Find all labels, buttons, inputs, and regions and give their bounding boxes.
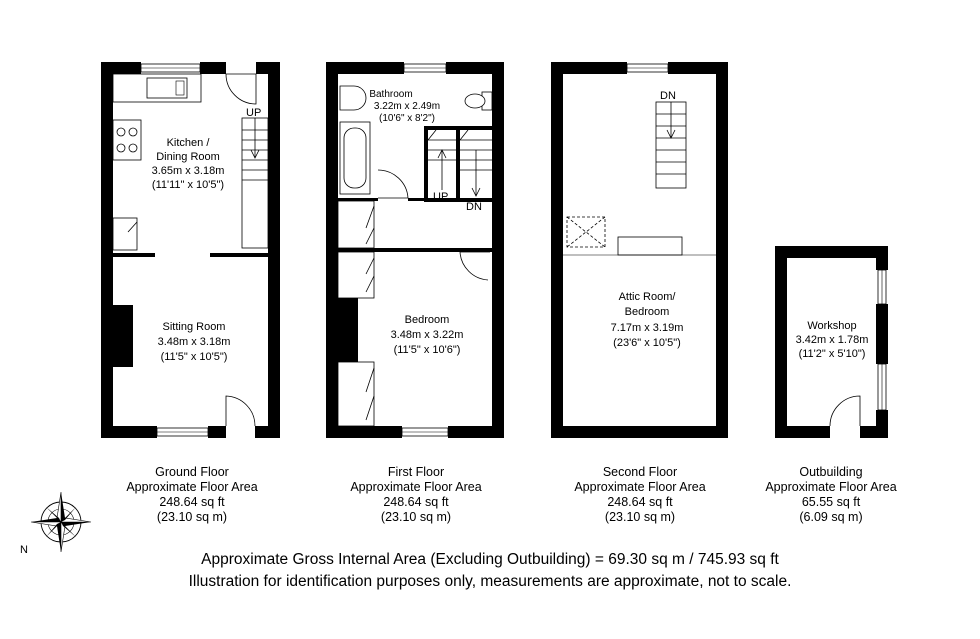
first-wall-right bbox=[492, 62, 504, 438]
second-wall-bottom bbox=[551, 426, 728, 438]
second-floor-plan bbox=[551, 62, 728, 438]
ground-internal-wall-right bbox=[210, 253, 268, 257]
first-floor-caption bbox=[316, 465, 516, 525]
first-door-bedroom bbox=[460, 252, 490, 280]
second-floor-name: Second Floor bbox=[602, 465, 678, 479]
first-floor-name: First Floor bbox=[387, 465, 445, 479]
second-stair-down-label: DN bbox=[660, 90, 676, 102]
sitting-room-metric: 3.48m x 3.18m bbox=[157, 336, 231, 348]
ground-cupboard bbox=[113, 218, 137, 250]
disclaimer-footer: Illustration for identification purposes only, measurements are approximate, not to scale. bbox=[188, 573, 792, 590]
second-staircase bbox=[656, 102, 686, 188]
basin-icon bbox=[340, 86, 366, 110]
ground-wall-bottom-right bbox=[255, 426, 280, 438]
outbuilding-wall-top bbox=[775, 246, 888, 258]
sitting-room-imperial: (11'5" x 10'5") bbox=[160, 351, 228, 363]
second-floor-sqm: (23.10 sq m) bbox=[604, 510, 676, 524]
bedroom-imperial: (11'5" x 10'6") bbox=[393, 344, 461, 356]
ground-wall-left bbox=[101, 62, 113, 438]
kitchen-metric: 3.65m x 3.18m bbox=[151, 165, 225, 177]
outbuilding-sqft: 65.55 sq ft bbox=[801, 495, 861, 509]
kitchen-name-2: Dining Room bbox=[156, 151, 220, 163]
ground-floor-plan bbox=[101, 62, 280, 438]
second-dormer-ledge bbox=[618, 237, 682, 255]
ground-floor-name: Ground Floor bbox=[155, 465, 229, 479]
ground-wall-bottom-left bbox=[101, 426, 157, 438]
first-chimney-breast bbox=[338, 298, 358, 362]
first-door-bathroom bbox=[378, 170, 408, 198]
ground-wall-bottom-mid bbox=[208, 426, 226, 438]
ground-floor-caption bbox=[92, 465, 292, 525]
first-cupboard-bottom bbox=[338, 362, 374, 426]
workshop-metric: 3.42m x 1.78m bbox=[795, 334, 869, 346]
bathroom-name: Bathroom bbox=[369, 89, 413, 100]
ground-floor-sqm: (23.10 sq m) bbox=[156, 510, 228, 524]
outbuilding-wall-bottom-left bbox=[775, 426, 830, 438]
ground-wall-right bbox=[268, 62, 280, 438]
first-internal-wall bbox=[338, 248, 492, 252]
ground-chimney-breast bbox=[113, 305, 133, 367]
ground-door-front bbox=[226, 396, 255, 426]
outbuilding-caption bbox=[731, 465, 931, 525]
outbuilding-door bbox=[830, 396, 860, 426]
workshop-imperial: (11'2" x 5'10") bbox=[798, 348, 866, 360]
attic-imperial: (23'6" x 10'5") bbox=[613, 337, 681, 349]
hob-counter bbox=[113, 120, 141, 160]
ground-wall-top-mid bbox=[200, 62, 226, 74]
first-wall-bottom-right bbox=[448, 426, 504, 438]
first-cupboard-mid bbox=[338, 252, 374, 298]
outbuilding-area-label: Approximate Floor Area bbox=[765, 480, 897, 494]
bathroom-imperial: (10'6" x 8'2") bbox=[379, 113, 435, 124]
ground-internal-wall-left bbox=[113, 253, 155, 257]
sitting-room-name: Sitting Room bbox=[162, 321, 226, 333]
outbuilding-wall-left bbox=[775, 246, 787, 438]
outbuilding-name: Outbuilding bbox=[799, 465, 863, 479]
skylight-icon bbox=[567, 217, 605, 247]
bathroom-metric: 3.22m x 2.49m bbox=[373, 101, 441, 112]
second-floor-area-label: Approximate Floor Area bbox=[574, 480, 706, 494]
first-floor-sqft: 248.64 sq ft bbox=[383, 495, 449, 509]
attic-metric: 7.17m x 3.19m bbox=[610, 322, 684, 334]
second-floor-caption bbox=[540, 465, 740, 525]
attic-name-1: Attic Room/ bbox=[618, 291, 676, 303]
toilet-icon bbox=[465, 92, 492, 110]
second-wall-left bbox=[551, 62, 563, 438]
attic-name-2: Bedroom bbox=[624, 306, 670, 318]
kitchen-name-1: Kitchen / bbox=[166, 137, 210, 149]
outbuilding-plan bbox=[775, 246, 888, 438]
outbuilding-wall-right-top bbox=[876, 246, 888, 270]
outbuilding-wall-right-mid bbox=[876, 304, 888, 364]
bedroom-name: Bedroom bbox=[404, 314, 450, 326]
ground-staircase bbox=[242, 118, 268, 248]
compass-north-label: N bbox=[20, 544, 28, 556]
first-wall-left bbox=[326, 62, 338, 438]
second-wall-right bbox=[716, 62, 728, 438]
ground-door-top bbox=[226, 74, 256, 104]
first-floor-sqm: (23.10 sq m) bbox=[380, 510, 452, 524]
gross-area-footer: Approximate Gross Internal Area (Excluding Outbuilding) = 69.30 sq m / 745.93 sq ft bbox=[201, 551, 779, 568]
kitchen-imperial: (11'11" x 10'5") bbox=[151, 179, 225, 191]
compass-icon bbox=[31, 492, 91, 552]
ground-stair-up-label: UP bbox=[246, 107, 262, 119]
ground-floor-area-label: Approximate Floor Area bbox=[126, 480, 258, 494]
first-wall-bottom-left bbox=[326, 426, 402, 438]
first-floor-plan bbox=[326, 62, 504, 438]
first-stair-up-label: UP bbox=[433, 191, 449, 203]
first-floor-area-label: Approximate Floor Area bbox=[350, 480, 482, 494]
bedroom-metric: 3.48m x 3.22m bbox=[390, 329, 464, 341]
outbuilding-sqm: (6.09 sq m) bbox=[799, 510, 863, 524]
first-stair-down-label: DN bbox=[466, 201, 482, 213]
ground-floor-sqft: 248.64 sq ft bbox=[159, 495, 225, 509]
workshop-name: Workshop bbox=[807, 320, 857, 332]
first-cupboard-top bbox=[338, 201, 374, 248]
outbuilding-wall-bottom-right bbox=[860, 426, 888, 438]
second-floor-sqft: 248.64 sq ft bbox=[607, 495, 673, 509]
